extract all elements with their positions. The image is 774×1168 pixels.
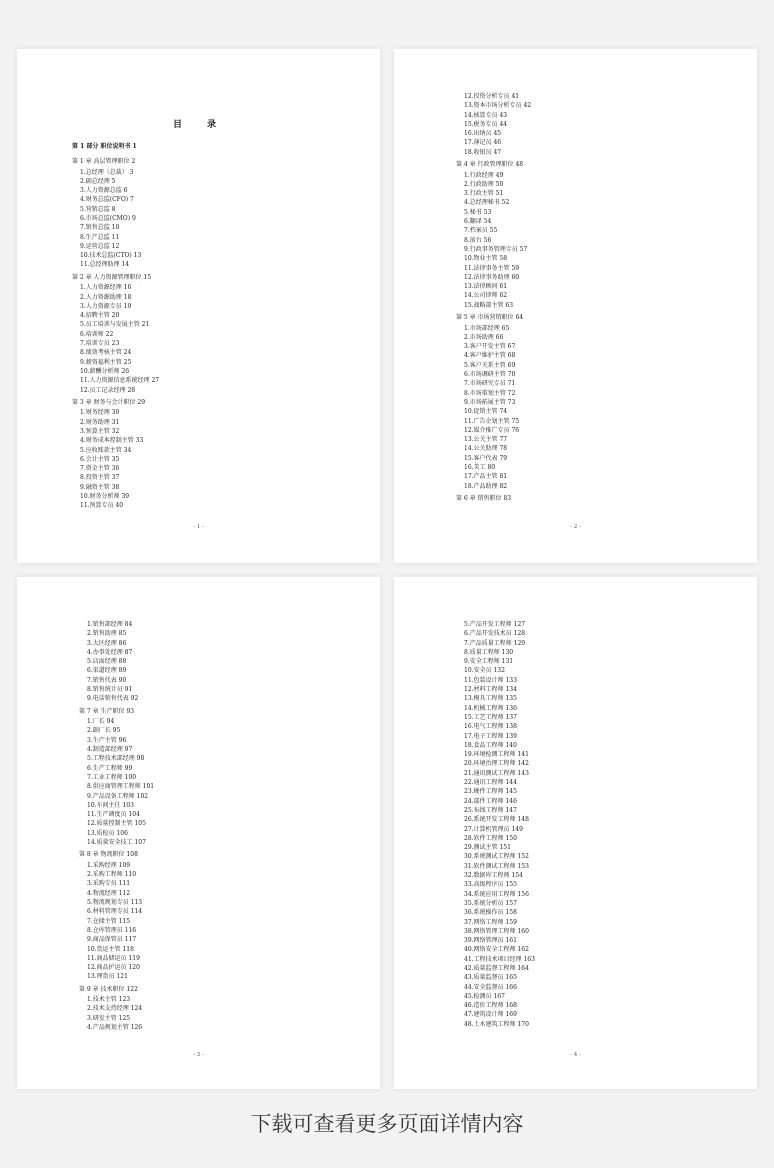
- toc-entry: 9.电话销售代表 92: [87, 695, 139, 703]
- toc-entry: 4.财务总监(CFO) 7: [80, 196, 134, 204]
- toc-entry: 17.薄记员 46: [464, 139, 502, 147]
- toc-entry: 1.行政经理 49: [464, 171, 504, 179]
- toc-entry: 3.预算主管 32: [80, 427, 120, 435]
- toc-entry: 35.系统分析员 157: [464, 899, 517, 907]
- toc-entry: 7.档案员 55: [464, 227, 498, 235]
- toc-entry: 11.生产调度员 104: [87, 811, 140, 819]
- toc-entry: 46.造价工程师 168: [464, 1002, 517, 1010]
- toc-entry: 14.质量安全技工 107: [87, 839, 146, 847]
- toc-entry: 40.网络安全工程师 162: [464, 946, 529, 954]
- toc-entry: 5.员工培训与发展主管 21: [80, 321, 150, 329]
- toc-entry: 18.收银员 47: [464, 148, 502, 156]
- toc-entry: 5.应收账款主管 34: [80, 446, 132, 454]
- page-number: - 3 -: [193, 1052, 204, 1058]
- toc-entry: 14.机械工程师 136: [464, 704, 517, 712]
- toc-entry: 45.检测员 167: [464, 992, 505, 1000]
- toc-entry: 26.系统开发工程师 148: [464, 816, 529, 824]
- toc-entry: 38.网络管理工程师 160: [464, 927, 529, 935]
- toc-entry: 2.技术支持经理 124: [87, 1005, 143, 1013]
- toc-entry: 1.财务经理 30: [80, 409, 120, 417]
- toc-entry: 9.融资主管 38: [80, 483, 120, 491]
- toc-entry: 11.广告企划主管 75: [464, 417, 520, 425]
- toc-entry: 33.高级程序员 155: [464, 881, 517, 889]
- toc-entry: 22.通讯工程师 144: [464, 779, 517, 787]
- toc-entry: 11.总经理助理 14: [80, 261, 130, 269]
- toc-entry: 37.网络工程师 159: [464, 918, 517, 926]
- toc-entry: 9.行政事务管理专员 57: [464, 245, 528, 253]
- toc-chapter: 第 5 章 市场营销职位 64: [456, 314, 524, 322]
- toc-entry: 8.前台 56: [464, 236, 492, 244]
- download-caption: 下载可查看更多页面详情内容: [250, 1112, 524, 1136]
- toc-entry: 44.安全监督员 166: [464, 983, 517, 991]
- toc-entry: 4.总经理秘书 52: [464, 199, 510, 207]
- toc-entry: 3.大区经理 86: [87, 639, 127, 647]
- toc-entry: 30.系统测试工程师 152: [464, 853, 529, 861]
- toc-entry: 41.工程技术项目经理 163: [464, 955, 535, 963]
- toc-entry: 18.食品工程师 140: [464, 741, 517, 749]
- toc-entry: 8.质量工程师 130: [464, 648, 514, 656]
- toc-entry: 10.财务分析师 39: [80, 493, 130, 500]
- toc-entry: 1.销售部经理 84: [87, 621, 133, 628]
- toc-list: [456, 620, 535, 1029]
- toc-list: [79, 620, 154, 1032]
- toc-entry: 10.安全员 132: [464, 667, 505, 675]
- toc-entry: 2.副总经理 5: [80, 177, 116, 185]
- toc-entry: 4.产品规划主管 126: [87, 1024, 143, 1032]
- toc-entry: 2.行政助理 50: [464, 180, 504, 188]
- toc-entry: 6.生产工程师 99: [87, 764, 133, 772]
- toc-entry: 7.销售总监 10: [80, 224, 120, 232]
- toc-entry: 10.技术总监(CTO) 13: [80, 252, 142, 260]
- toc-entry: 28.软件工程师 150: [464, 834, 517, 842]
- toc-entry: 8.仓库管理员 116: [87, 926, 137, 934]
- toc-part: 第 1 部分 职位说明书 1: [72, 143, 137, 150]
- toc-entry: 4.财务成本控制主管 33: [80, 437, 144, 445]
- toc-entry: 15.税务专员 44: [464, 120, 508, 128]
- toc-entry: 11.法律事务主管 59: [464, 264, 520, 272]
- page-number: - 1 -: [193, 524, 204, 530]
- toc-entry: 6.市场总监(CMO) 9: [80, 214, 136, 222]
- toc-entry: 9.运营总监 12: [80, 242, 120, 250]
- toc-entry: 2.财务助理 31: [80, 418, 120, 426]
- toc-list: [456, 92, 531, 504]
- toc-entry: 39.网络管理员 161: [464, 937, 517, 945]
- toc-entry: 23.硬件工程师 145: [464, 788, 517, 796]
- toc-entry: 11.商品储运员 119: [87, 954, 140, 962]
- toc-entry: 13.公关主管 77: [464, 436, 508, 444]
- toc-entry: 12.商品护运员 120: [87, 964, 140, 972]
- toc-entry: 13.法律顾问 61: [464, 283, 508, 291]
- toc-entry: 6.材料管理专员 114: [87, 908, 143, 916]
- toc-entry: 8.销售统计员 91: [87, 686, 133, 694]
- toc-entry: 4.招聘主管 20: [80, 312, 120, 320]
- toc-entry: 47.建筑设计师 169: [464, 1011, 517, 1019]
- toc-entry: 8.供应商管理工程师 101: [87, 783, 155, 791]
- toc-entry: 12.投资分析专员 41: [464, 93, 520, 100]
- toc-entry: 3.采购专员 111: [87, 880, 131, 888]
- toc-page-2: [394, 49, 757, 563]
- toc-entry: 10.物业主管 58: [464, 255, 508, 263]
- toc-entry: 1.总经理（总裁） 3: [80, 168, 134, 176]
- toc-entry: 14.公司律师 62: [464, 292, 508, 300]
- toc-entry: 1.人力资源经理 16: [80, 284, 132, 292]
- toc-entry: 15.客户代表 79: [464, 454, 508, 462]
- toc-page-1: [17, 49, 380, 563]
- toc-entry: 9.产品设备工程师 102: [87, 792, 149, 800]
- toc-entry: 6.翻译 54: [464, 218, 492, 226]
- toc-entry: 7.仓储主管 115: [87, 917, 131, 925]
- toc-entry: 48.土木建筑工程师 170: [464, 1020, 529, 1028]
- toc-entry: 6.培训师 22: [80, 330, 114, 338]
- toc-entry: 7.工业工程师 100: [87, 773, 137, 781]
- toc-entry: 5.客户关系主管 69: [464, 361, 516, 369]
- toc-entry: 29.测试主管 151: [464, 844, 511, 852]
- toc-entry: 12.媒介推广专员 76: [464, 426, 520, 434]
- toc-entry: 9.安全工程师 131: [464, 658, 514, 666]
- toc-entry: 2.销售助理 85: [87, 630, 127, 638]
- toc-entry: 16.出纳员 45: [464, 130, 502, 138]
- toc-entry: 1.技术主管 123: [87, 996, 131, 1004]
- toc-entry: 9.薪资福利主管 25: [80, 358, 132, 366]
- toc-entry: 3.人力资源总监 6: [80, 187, 128, 195]
- toc-entry: 4.客户维护主管 68: [464, 352, 516, 360]
- toc-entry: 7.资金主管 36: [80, 465, 120, 473]
- toc-entry: 7.培训专员 23: [80, 340, 120, 348]
- toc-title: 目 录: [172, 120, 224, 130]
- toc-entry: 10.薪酬分析师 26: [80, 367, 130, 375]
- toc-entry: 10.货运主管 118: [87, 945, 134, 953]
- toc-entry: 10.促销主管 74: [464, 408, 508, 416]
- toc-entry: 6.会计主管 35: [80, 455, 120, 463]
- toc-entry: 2.市场助理 66: [464, 333, 504, 341]
- toc-page-3: [17, 577, 380, 1089]
- toc-entry: 12.法律事务助理 60: [464, 273, 520, 281]
- toc-entry: 9.市场拓展主管 73: [464, 398, 516, 406]
- toc-entry: 15.战略部主管 63: [464, 301, 514, 309]
- toc-chapter: 第 9 章 技术职位 122: [79, 985, 138, 993]
- toc-entry: 27.计算机管理员 149: [464, 825, 523, 833]
- toc-entry: 3.行政主管 51: [464, 190, 504, 198]
- toc-entry: 2.采购工程师 110: [87, 871, 137, 879]
- toc-entry: 2.副厂长 95: [87, 727, 121, 735]
- toc-entry: 7.销售代表 90: [87, 676, 127, 684]
- toc-entry: 13.资本市场分析专员 42: [464, 102, 532, 110]
- toc-entry: 14.核算专员 43: [464, 111, 508, 119]
- toc-entry: 17.电子工程师 139: [464, 732, 517, 740]
- toc-chapter: 第 4 章 行政管理职位 48: [456, 161, 524, 169]
- toc-entry: 19.环境检测工程师 141: [464, 751, 529, 759]
- toc-entry: 32.数据库工程师 154: [464, 872, 523, 880]
- toc-chapter: 第 3 章 财务与会计职位 29: [72, 398, 146, 406]
- toc-entry: 10.车间主任 103: [87, 801, 134, 809]
- toc-entry: 17.产品主管 81: [464, 473, 508, 481]
- toc-entry: 12.员工记录经理 28: [80, 386, 136, 394]
- toc-entry: 13.质检员 106: [87, 829, 128, 837]
- toc-entry: 6.市场调研主管 70: [464, 371, 516, 379]
- toc-entry: 5.产品开发工程师 127: [464, 621, 526, 628]
- toc-entry: 4.办事处经理 87: [87, 648, 133, 656]
- toc-entry: 12.材料工程师 134: [464, 686, 517, 694]
- toc-entry: 1.采购经理 109: [87, 861, 131, 869]
- toc-entry: 11.人力资源信息系统经理 27: [80, 377, 160, 385]
- page-number: - 4 -: [570, 1052, 581, 1058]
- toc-entry: 5.秘书 53: [464, 208, 492, 216]
- toc-chapter: 第 7 章 生产职位 93: [79, 707, 135, 715]
- toc-entry: 14.公关助理 78: [464, 445, 508, 453]
- toc-entry: 1.市场部经理 65: [464, 324, 510, 332]
- toc-chapter: 第 1 章 高层管理职位 2: [72, 158, 136, 165]
- toc-entry: 20.环境治理工程师 142: [464, 760, 529, 768]
- toc-entry: 8.绩效考核主管 24: [80, 349, 132, 357]
- toc-entry: 13.模具工程师 135: [464, 695, 517, 703]
- toc-entry: 5.店面经理 88: [87, 658, 127, 666]
- toc-entry: 5.营销总监 8: [80, 205, 116, 213]
- toc-entry: 4.制造部经理 97: [87, 746, 133, 754]
- toc-chapter: 第 6 章 销售职位 83: [456, 494, 512, 502]
- toc-chapter: 第 8 章 物流职位 108: [79, 851, 138, 859]
- toc-entry: 24.部件工程师 146: [464, 797, 517, 805]
- toc-entry: 25.布线工程师 147: [464, 806, 517, 814]
- toc-entry: 8.投资主管 37: [80, 474, 120, 482]
- toc-entry: 34.系统应用工程师 156: [464, 890, 529, 898]
- toc-entry: 11.预算专员 40: [80, 502, 124, 510]
- toc-entry: 7.产品质量工程师 129: [464, 639, 526, 647]
- toc-entry: 11.包装设计师 133: [464, 676, 517, 684]
- toc-list: [72, 140, 159, 511]
- toc-entry: 3.研发主管 125: [87, 1014, 131, 1022]
- toc-entry: 2.人力资源助理 18: [80, 293, 132, 301]
- toc-entry: 15.工艺工程师 137: [464, 713, 517, 721]
- toc-entry: 36.系统操作员 158: [464, 909, 517, 917]
- toc-entry: 21.通讯测试工程师 143: [464, 769, 529, 777]
- toc-entry: 3.生产主管 96: [87, 736, 127, 744]
- toc-entry: 6.产品开发技术员 128: [464, 630, 526, 638]
- toc-entry: 16.美工 80: [464, 463, 496, 471]
- toc-entry: 42.质量监督工程师 164: [464, 964, 529, 972]
- toc-entry: 13.理货员 121: [87, 973, 128, 981]
- toc-entry: 8.市场策划主管 72: [464, 389, 516, 397]
- toc-entry: 7.市场研究专员 71: [464, 380, 516, 388]
- toc-entry: 3.人力资源专员 19: [80, 302, 132, 310]
- page-number: - 2 -: [570, 524, 581, 530]
- toc-entry: 1.厂长 94: [87, 718, 115, 726]
- toc-entry: 12.质量控制主管 105: [87, 820, 146, 828]
- toc-entry: 16.电气工程师 138: [464, 723, 517, 731]
- toc-entry: 8.生产总监 11: [80, 233, 120, 241]
- toc-entry: 5.工程技术部经理 98: [87, 755, 145, 763]
- toc-page-4: [394, 577, 757, 1089]
- toc-entry: 5.物流规划专员 113: [87, 899, 143, 907]
- toc-entry: 3.客户开发主管 67: [464, 343, 516, 351]
- toc-entry: 43.质量监督员 165: [464, 974, 517, 982]
- toc-entry: 4.物流经理 112: [87, 889, 131, 897]
- toc-chapter: 第 2 章 人力资源管理职位 15: [72, 273, 152, 281]
- toc-entry: 18.产品助理 82: [464, 482, 508, 490]
- toc-entry: 6.渠道经理 89: [87, 667, 127, 675]
- toc-entry: 9.商品保管员 117: [87, 936, 137, 944]
- toc-entry: 31.软件测试工程师 153: [464, 862, 529, 870]
